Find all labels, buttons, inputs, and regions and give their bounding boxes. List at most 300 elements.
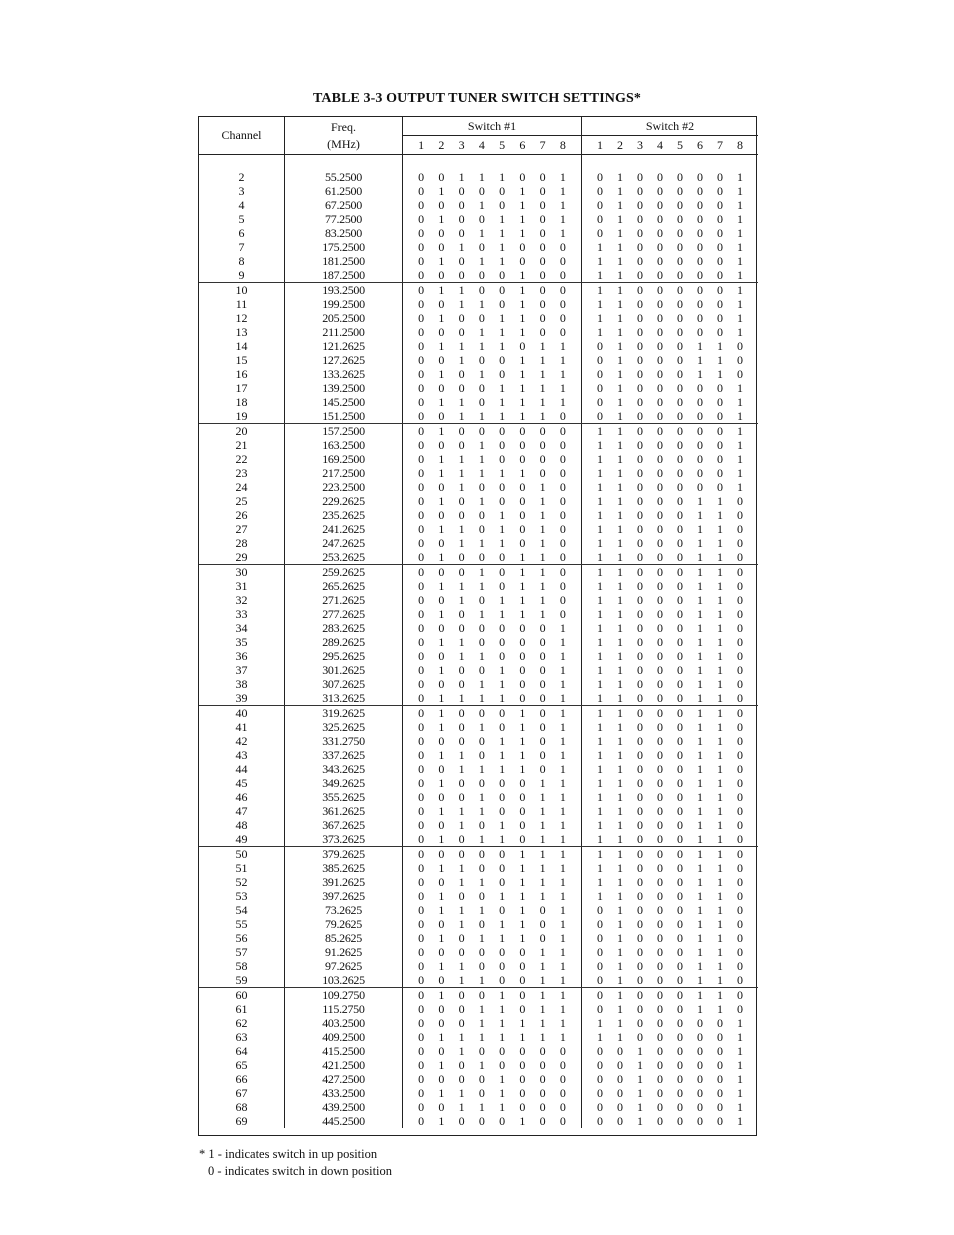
footnote xyxy=(199,1146,392,1180)
switch-bit: 0 xyxy=(559,1058,566,1072)
table-row xyxy=(199,452,758,466)
switch-bit: 1 xyxy=(597,720,603,734)
switch-bit: 0 xyxy=(559,494,566,508)
switch-bit: 0 xyxy=(438,973,445,987)
switch-bit: 0 xyxy=(677,311,683,325)
channel-cell: 63 xyxy=(199,1030,285,1044)
switch-bit: 0 xyxy=(737,508,743,522)
frequency-cell: 181.2500 xyxy=(285,254,403,268)
switch-bit: 0 xyxy=(657,268,663,282)
switch-bit: 1 xyxy=(697,1002,703,1016)
switch-bit: 1 xyxy=(438,706,445,720)
channel-cell: 45 xyxy=(199,776,285,790)
switch-2-cell xyxy=(582,790,758,804)
switch-bit: 0 xyxy=(657,903,663,917)
switch-bit: 0 xyxy=(717,466,723,480)
switch-bit: 1 xyxy=(617,677,623,691)
switch-2-cell xyxy=(582,889,758,903)
frequency-cell: 433.2500 xyxy=(285,1086,403,1100)
switch-bit: 0 xyxy=(438,734,445,748)
switch-bit: 1 xyxy=(458,748,465,762)
switch-bit: 1 xyxy=(617,353,623,367)
switch-bit: 0 xyxy=(539,649,546,663)
switch-bit: 0 xyxy=(637,649,643,663)
switch-bit: 1 xyxy=(478,409,485,423)
switch-1-cell xyxy=(403,494,582,508)
switch-bit: 1 xyxy=(597,847,603,861)
switch-bit: 0 xyxy=(677,424,683,438)
switch-bit: 1 xyxy=(478,536,485,550)
switch-bit: 1 xyxy=(637,1072,643,1086)
switch-bit: 1 xyxy=(499,1100,506,1114)
switch-bit: 0 xyxy=(478,847,485,861)
switch-bit: 1 xyxy=(559,832,566,846)
switch-bit: 0 xyxy=(657,254,663,268)
switch-bit: 0 xyxy=(637,621,643,635)
switch-bit: 0 xyxy=(697,268,703,282)
switch-bit: 0 xyxy=(677,1100,683,1114)
switch-bit: 0 xyxy=(637,931,643,945)
switch-bit: 0 xyxy=(499,579,506,593)
switch-bit: 0 xyxy=(637,677,643,691)
switch-bit: 0 xyxy=(737,931,743,945)
switch-bit: 0 xyxy=(559,522,566,536)
switch-bit: 1 xyxy=(697,903,703,917)
switch-bit: 0 xyxy=(539,691,546,705)
switch-bit: 0 xyxy=(637,226,643,240)
switch-bit: 0 xyxy=(677,1072,683,1086)
switch-bit: 0 xyxy=(737,677,743,691)
switch-bit: 0 xyxy=(697,1016,703,1030)
switch-bit: 0 xyxy=(597,381,603,395)
channel-cell: 67 xyxy=(199,1086,285,1100)
switch-bit: 1 xyxy=(717,522,723,536)
switch-bit: 1 xyxy=(697,776,703,790)
switch-bit: 0 xyxy=(499,424,506,438)
switch-bit: 1 xyxy=(499,522,506,536)
switch-bit: 1 xyxy=(478,691,485,705)
switch-bit: 0 xyxy=(499,438,506,452)
switch-bit: 0 xyxy=(539,762,546,776)
switch-bit: 0 xyxy=(597,959,603,973)
switch-1-cell xyxy=(403,748,582,762)
frequency-cell: 325.2625 xyxy=(285,720,403,734)
switch-bit: 1 xyxy=(717,635,723,649)
switch-bit: 1 xyxy=(697,522,703,536)
switch-1-cell xyxy=(403,847,582,861)
switch-bit: 0 xyxy=(559,424,566,438)
switch-bit: 0 xyxy=(519,339,526,353)
switch-bit: 0 xyxy=(539,635,546,649)
switch-bit: 0 xyxy=(717,184,723,198)
switch-bit: 0 xyxy=(677,649,683,663)
switch-bit: 0 xyxy=(677,945,683,959)
switch-bit: 0 xyxy=(478,1086,485,1100)
switch-bit: 0 xyxy=(418,353,425,367)
table-row xyxy=(199,1086,758,1100)
switch-bit: 0 xyxy=(657,438,663,452)
switch-bit: 1 xyxy=(559,649,566,663)
switch-bit: 0 xyxy=(677,565,683,579)
switch-2-cell xyxy=(582,945,758,959)
switch-bit: 0 xyxy=(677,988,683,1002)
table-row xyxy=(199,268,758,283)
switch-bit: 1 xyxy=(499,1072,506,1086)
switch-bit: 1 xyxy=(438,579,445,593)
switch-bit: 0 xyxy=(657,1058,663,1072)
switch-bit: 1 xyxy=(499,508,506,522)
switch-bit: 0 xyxy=(657,452,663,466)
switch-bit: 0 xyxy=(519,1044,526,1058)
switch-bit: 0 xyxy=(637,889,643,903)
frequency-cell: 319.2625 xyxy=(285,706,403,720)
switch-bit: 0 xyxy=(637,536,643,550)
frequency-cell: 259.2625 xyxy=(285,565,403,579)
switch-bit: 0 xyxy=(737,565,743,579)
switch-bit: 0 xyxy=(737,889,743,903)
switch-bit: 0 xyxy=(677,931,683,945)
switch-bit: 0 xyxy=(717,240,723,254)
switch-bit: 0 xyxy=(418,748,425,762)
switch-bit: 1 xyxy=(499,762,506,776)
header-spacer xyxy=(403,155,582,170)
switch-bit: 1 xyxy=(617,663,623,677)
switch-bit: 1 xyxy=(717,649,723,663)
switch-bit: 0 xyxy=(697,381,703,395)
switch-bit: 1 xyxy=(438,804,445,818)
switch-bit: 0 xyxy=(458,550,465,564)
switch-bit: 1 xyxy=(617,367,623,381)
switch-bit: 0 xyxy=(657,776,663,790)
switch-bit: 0 xyxy=(737,804,743,818)
switch-bit: 1 xyxy=(519,325,526,339)
switch-1-cell xyxy=(403,706,582,720)
switch-bit: 1 xyxy=(617,579,623,593)
switch-bit: 0 xyxy=(657,804,663,818)
switch-bit: 0 xyxy=(458,325,465,339)
switch-bit: 0 xyxy=(637,988,643,1002)
switch-bit: 0 xyxy=(478,734,485,748)
switch-bit: 1 xyxy=(597,283,603,297)
switch-bit: 0 xyxy=(499,861,506,875)
switch-bit: 1 xyxy=(717,1002,723,1016)
switch-bit: 0 xyxy=(737,832,743,846)
switch-bit: 1 xyxy=(499,691,506,705)
channel-cell: 64 xyxy=(199,1044,285,1058)
switch-bit: 1 xyxy=(637,1114,643,1128)
switch-bit: 1 xyxy=(458,452,465,466)
switch-bit: 0 xyxy=(539,212,546,226)
table-row xyxy=(199,593,758,607)
frequency-cell: 229.2625 xyxy=(285,494,403,508)
switch-bit: 0 xyxy=(499,1044,506,1058)
frequency-cell: 391.2625 xyxy=(285,875,403,889)
frequency-cell: 403.2500 xyxy=(285,1016,403,1030)
switch-bit: 0 xyxy=(499,184,506,198)
switch-bit: 1 xyxy=(697,720,703,734)
channel-cell: 57 xyxy=(199,945,285,959)
switch-bit: 0 xyxy=(438,593,445,607)
switch-bit: 0 xyxy=(418,973,425,987)
switch-bit: 0 xyxy=(458,226,465,240)
switch-bit: 1 xyxy=(458,480,465,494)
switch-bit: 0 xyxy=(499,945,506,959)
switch-bit: 1 xyxy=(697,663,703,677)
switch-bit: 1 xyxy=(597,861,603,875)
switch-bit: 1 xyxy=(499,1086,506,1100)
switch-bit: 1 xyxy=(737,297,743,311)
switch-2-cell xyxy=(582,565,758,579)
switch-bit: 0 xyxy=(597,931,603,945)
switch-bit: 0 xyxy=(657,226,663,240)
switch-bit: 1 xyxy=(438,212,445,226)
switch-bit: 1 xyxy=(617,494,623,508)
switch-bit: 0 xyxy=(458,931,465,945)
switch-bit: 1 xyxy=(737,1072,743,1086)
switch-bit: 1 xyxy=(617,480,623,494)
switch-bit: 1 xyxy=(597,776,603,790)
channel-cell: 44 xyxy=(199,762,285,776)
switch-bit: 1 xyxy=(617,550,623,564)
switch-bit: 1 xyxy=(597,579,603,593)
switch-bit: 1 xyxy=(637,1058,643,1072)
switch-1-cell xyxy=(403,353,582,367)
table-row xyxy=(199,395,758,409)
switch-bit: 0 xyxy=(597,184,603,198)
switch-bit: 1 xyxy=(717,903,723,917)
switch-bit: 1 xyxy=(539,889,546,903)
switch-bit: 0 xyxy=(677,1016,683,1030)
switch-bit: 0 xyxy=(438,1044,445,1058)
switch-bit: 0 xyxy=(418,720,425,734)
switch-bit: 0 xyxy=(559,550,566,564)
switch-1-cell xyxy=(403,903,582,917)
switch-bit: 1 xyxy=(478,903,485,917)
table-row xyxy=(199,917,758,931)
switch-bit: 1 xyxy=(737,395,743,409)
header-spacer xyxy=(285,155,403,170)
switch-bit: 1 xyxy=(617,466,623,480)
switch-bit: 0 xyxy=(677,452,683,466)
switch-bit: 1 xyxy=(478,170,485,184)
switch-bit: 1 xyxy=(519,748,526,762)
switch-bit: 1 xyxy=(597,889,603,903)
switch-bit: 0 xyxy=(458,720,465,734)
switch-bit: 1 xyxy=(597,522,603,536)
switch-bit: 0 xyxy=(657,381,663,395)
switch-2-cell xyxy=(582,1072,758,1086)
switch-1-cell xyxy=(403,607,582,621)
frequency-cell: 133.2625 xyxy=(285,367,403,381)
switch-bit: 0 xyxy=(677,494,683,508)
switch-bit: 1 xyxy=(717,959,723,973)
switch-bit: 0 xyxy=(438,240,445,254)
table-row xyxy=(199,184,758,198)
switch-bit: 1 xyxy=(697,494,703,508)
switch-bit: 1 xyxy=(519,847,526,861)
switch-bit: 1 xyxy=(519,875,526,889)
switch-bit: 0 xyxy=(418,889,425,903)
switch-bit: 0 xyxy=(737,494,743,508)
switch-bit: 0 xyxy=(438,1100,445,1114)
switch-bit: 0 xyxy=(637,339,643,353)
switch-bit: 0 xyxy=(499,353,506,367)
switch-bit: 1 xyxy=(617,254,623,268)
switch-bit: 0 xyxy=(478,550,485,564)
switch-bit: 1 xyxy=(737,452,743,466)
switch-bit: 1 xyxy=(559,818,566,832)
switch-bit: 0 xyxy=(458,198,465,212)
switch-bit: 1 xyxy=(438,452,445,466)
switch-bit: 1 xyxy=(559,353,566,367)
switch-bit: 0 xyxy=(559,593,566,607)
switch-bit: 0 xyxy=(677,367,683,381)
switch-bit: 1 xyxy=(458,593,465,607)
switch-bit: 1 xyxy=(597,508,603,522)
switch-bit: 1 xyxy=(617,1030,623,1044)
switch-bit: 1 xyxy=(617,212,623,226)
switch-2-cell xyxy=(582,353,758,367)
switch-bit: 1 xyxy=(559,381,566,395)
switch-bit: 0 xyxy=(438,268,445,282)
switch-bit: 1 xyxy=(438,889,445,903)
switch-bit: 0 xyxy=(677,212,683,226)
table-row xyxy=(199,748,758,762)
switch-bit: 1 xyxy=(697,889,703,903)
switch-bit: 0 xyxy=(697,1086,703,1100)
switch-bit: 1 xyxy=(617,748,623,762)
switch-bit: 0 xyxy=(458,706,465,720)
switch-bit: 0 xyxy=(657,917,663,931)
switch-2-cell xyxy=(582,973,758,987)
switch-bit: 0 xyxy=(539,1086,546,1100)
switch-bit: 0 xyxy=(418,226,425,240)
switch-1-cell xyxy=(403,452,582,466)
switch-bit: 1 xyxy=(539,565,546,579)
switch-bit: 0 xyxy=(657,607,663,621)
table-row xyxy=(199,988,758,1002)
switch-2-cell xyxy=(582,734,758,748)
switch-1-cell xyxy=(403,170,582,184)
table-row xyxy=(199,607,758,621)
switch-bit: 1 xyxy=(717,748,723,762)
frequency-cell: 289.2625 xyxy=(285,635,403,649)
switch-bit: 0 xyxy=(438,325,445,339)
switch-bit: 0 xyxy=(418,635,425,649)
switch-bit: 1 xyxy=(438,832,445,846)
switch-bit: 0 xyxy=(418,1072,425,1086)
switch-bit: 0 xyxy=(458,945,465,959)
switch-bit: 0 xyxy=(559,1044,566,1058)
switch-bit: 1 xyxy=(458,395,465,409)
switch-bit: 1 xyxy=(519,198,526,212)
switch-bit: 1 xyxy=(438,254,445,268)
switch-bit: 1 xyxy=(717,494,723,508)
frequency-cell: 247.2625 xyxy=(285,536,403,550)
switch-1-cell xyxy=(403,1044,582,1058)
switch-bit: 0 xyxy=(637,804,643,818)
switch-bit: 0 xyxy=(539,1072,546,1086)
switch-bit: 1 xyxy=(717,565,723,579)
switch-bit: 1 xyxy=(438,691,445,705)
switch-bit: 1 xyxy=(478,466,485,480)
switch-bit: 0 xyxy=(657,1114,663,1128)
footnote-line-up: * 1 - indicates switch in up position xyxy=(199,1147,378,1161)
switch-bit: 0 xyxy=(657,1016,663,1030)
switch-bit: 1 xyxy=(559,875,566,889)
switch-bit: 0 xyxy=(637,170,643,184)
switch-bit: 0 xyxy=(438,847,445,861)
switch-bit: 1 xyxy=(697,565,703,579)
switch-1-cell xyxy=(403,184,582,198)
switch-bit: 1 xyxy=(737,311,743,325)
table-row xyxy=(199,649,758,663)
switch-bit: 0 xyxy=(637,466,643,480)
channel-cell: 36 xyxy=(199,649,285,663)
switch-bit: 0 xyxy=(499,649,506,663)
switch-bit: 0 xyxy=(657,762,663,776)
switch-bit: 1 xyxy=(717,734,723,748)
switch-bit: 0 xyxy=(559,480,566,494)
switch-bit: 0 xyxy=(418,297,425,311)
table-row xyxy=(199,1030,758,1044)
switch-bit: 0 xyxy=(737,353,743,367)
switch-bit: 0 xyxy=(677,170,683,184)
switch-bit: 1 xyxy=(597,691,603,705)
switch-bit: 0 xyxy=(418,325,425,339)
switch-bit: 0 xyxy=(499,297,506,311)
switch-bit: 0 xyxy=(677,861,683,875)
column-header-switch-1: Switch #1 xyxy=(403,117,582,136)
switch-1-cell xyxy=(403,663,582,677)
table-row xyxy=(199,663,758,677)
switch-bit: 1 xyxy=(499,734,506,748)
switch-bit: 1 xyxy=(597,1016,603,1030)
switch-bit: 0 xyxy=(519,522,526,536)
switch-bit: 1 xyxy=(438,494,445,508)
switch-bit: 1 xyxy=(559,776,566,790)
channel-cell: 18 xyxy=(199,395,285,409)
switch-bit: 0 xyxy=(657,550,663,564)
switch-bit: 0 xyxy=(657,339,663,353)
switch-bit: 1 xyxy=(478,494,485,508)
switch-bit: 0 xyxy=(559,297,566,311)
switch-bit: 1 xyxy=(539,550,546,564)
switch-bit: 0 xyxy=(418,706,425,720)
switch-bit: 1 xyxy=(438,1030,445,1044)
switch-bit: 1 xyxy=(717,988,723,1002)
switch-bit: 1 xyxy=(539,508,546,522)
switch-bit: 1 xyxy=(438,283,445,297)
switch-bit: 0 xyxy=(539,917,546,931)
table-row xyxy=(199,832,758,847)
frequency-header-unit: (MHz) xyxy=(327,137,360,151)
switch-bit: 1 xyxy=(438,607,445,621)
switch-bit: 0 xyxy=(519,790,526,804)
switch-position-number: 2 xyxy=(438,138,445,152)
switch-bit: 0 xyxy=(539,226,546,240)
switch-bit: 0 xyxy=(657,748,663,762)
switch-bit: 0 xyxy=(657,1030,663,1044)
switch-bit: 0 xyxy=(617,1114,623,1128)
switch-bit: 0 xyxy=(539,254,546,268)
switch-bit: 0 xyxy=(697,184,703,198)
switch-2-cell xyxy=(582,339,758,353)
switch-bit: 1 xyxy=(737,466,743,480)
switch-position-number: 5 xyxy=(499,138,506,152)
switch-bit: 1 xyxy=(717,847,723,861)
switch-bit: 0 xyxy=(677,734,683,748)
